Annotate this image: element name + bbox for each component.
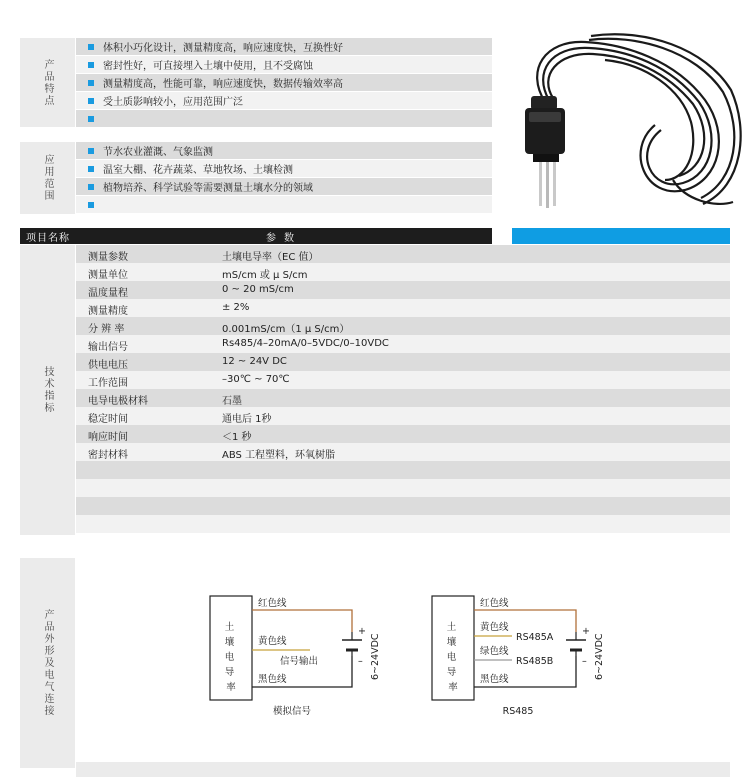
spec-label: 技术指标 <box>42 366 53 414</box>
rs485-minus: – <box>582 656 587 667</box>
wiring-diagram <box>200 580 620 730</box>
bullet-icon <box>88 148 94 154</box>
table-row: 稳定时间 通电后 1秒 <box>76 407 730 425</box>
bullet-icon <box>88 44 94 50</box>
table-row: 测量参数 土壤电导率（EC 值） <box>76 245 730 263</box>
rs485b-label: RS485B <box>516 656 554 667</box>
feature-row: 密封性好，可直接埋入土壤中使用，且不受腐蚀 <box>76 56 492 73</box>
table-row: 输出信号 Rs485/4–20mA/0–5VDC/0–10VDC <box>76 335 730 353</box>
rs485-caption: RS485 <box>502 706 534 717</box>
analog-diagram <box>210 596 381 717</box>
feature-row: 体积小巧化设计，测量精度高，响应速度快，互换性好 <box>76 38 492 55</box>
cable-coil-icon <box>537 34 740 204</box>
product-image <box>505 30 745 225</box>
wiring-footer-bar <box>76 762 730 777</box>
table-row: 密封材料 ABS 工程塑料，环氧树脂 <box>76 443 730 461</box>
bullet-icon <box>88 116 94 122</box>
svg-text:土 壤 电 导: 土 壤 电 导 率 <box>446 622 458 693</box>
feature-row: 测量精度高，性能可靠，响应速度快，数据传输效率高 <box>76 74 492 91</box>
table-row: 测量单位 mS/cm 或 μ S/cm <box>76 263 730 281</box>
bullet-icon <box>88 80 94 86</box>
red-wire <box>252 610 352 632</box>
table-row: 响应时间 ＜1 秒 <box>76 425 730 443</box>
bullet-icon <box>88 62 94 68</box>
analog-voltage: 6~24VDC <box>370 633 381 680</box>
table-row: 分 辨 率 0.001mS/cm（1 μ S/cm） <box>76 317 730 335</box>
bullet-icon <box>88 98 94 104</box>
application-row: 温室大棚、花卉蔬菜、草地牧场、土壤检测 <box>76 160 492 177</box>
table-row: 测量精度 ± 2% <box>76 299 730 317</box>
analog-red-label: 红色线 <box>258 598 287 609</box>
rs485-voltage: 6~24VDC <box>594 633 605 680</box>
table-row <box>76 515 730 533</box>
bullet-icon <box>88 184 94 190</box>
rs485-diagram <box>432 596 605 717</box>
table-row: 工作范围 –30℃ ~ 70℃ <box>76 371 730 389</box>
accent-bar <box>512 228 730 244</box>
table-row: 供电电压 12 ~ 24V DC <box>76 353 730 371</box>
feature-row: 受土质影响较小，应用范围广泛 <box>76 92 492 109</box>
rs485-black-label: 黑色线 <box>480 674 509 685</box>
rs485-red-label: 红色线 <box>480 598 509 609</box>
wiring-label-box <box>20 558 75 768</box>
features-label: 产品特点 <box>42 58 53 107</box>
analog-yellow-label: 黄色线 <box>258 636 287 647</box>
spec-table-header <box>20 228 730 244</box>
analog-black-label: 黑色线 <box>258 674 287 685</box>
application-row: 植物培养、科学试验等需要测量土壤水分的领域 <box>76 178 492 195</box>
analog-sensor-label-1: 土 <box>224 622 235 633</box>
application-row <box>76 196 492 213</box>
spec-label-box <box>20 245 75 535</box>
rs485-plus: + <box>582 626 590 637</box>
table-row <box>76 479 730 497</box>
rs485-yellow-label: 黄色线 <box>480 622 509 633</box>
feature-row <box>76 110 492 127</box>
rs485-green-label: 绿色线 <box>480 646 509 657</box>
analog-minus: – <box>358 656 363 667</box>
bullet-icon <box>88 202 94 208</box>
applications-label: 应用范围 <box>42 154 53 202</box>
sensor-body-icon <box>525 96 565 208</box>
header-param: 参数 <box>266 233 302 244</box>
svg-text:土 壤 电 导: 土 壤 电 导 率 <box>224 622 236 693</box>
table-row: 电导电极材料 石墨 <box>76 389 730 407</box>
table-row <box>76 497 730 515</box>
applications-label-box <box>20 142 75 214</box>
features-label-box <box>20 38 75 127</box>
bullet-icon <box>88 166 94 172</box>
analog-caption: 模拟信号 <box>272 706 312 717</box>
table-row <box>76 461 730 479</box>
header-item-name: 项目名称 <box>26 233 70 244</box>
table-row: 温度量程 0 ~ 20 mS/cm <box>76 281 730 299</box>
analog-output-label: 信号输出 <box>280 656 319 667</box>
analog-plus: + <box>358 626 366 637</box>
application-row: 节水农业灌溉、气象监测 <box>76 142 492 159</box>
wiring-label: 产品外形及电气连接 <box>42 609 53 717</box>
rs485-sensor-label-1: 土 <box>446 622 457 633</box>
rs485a-label: RS485A <box>516 632 554 643</box>
